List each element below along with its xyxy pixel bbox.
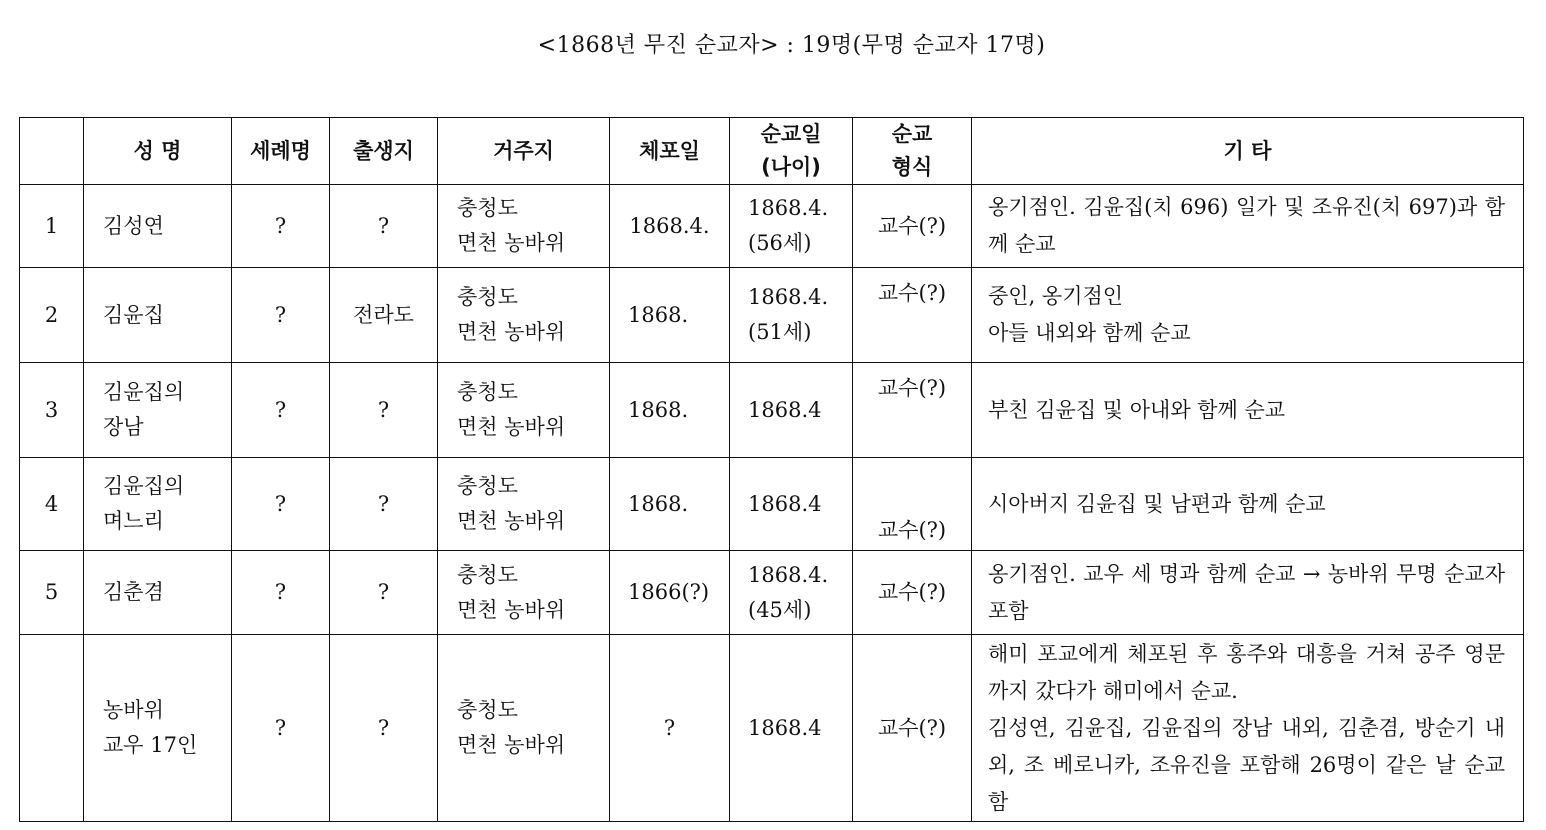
- header-notes: 기 타: [972, 118, 1524, 185]
- arrest-date: 1868.: [610, 458, 730, 551]
- baptismal-name: ?: [232, 458, 330, 551]
- row-number: 3: [20, 363, 84, 458]
- notes: 부친 김윤집 및 아내와 함께 순교: [972, 363, 1524, 458]
- martyr-name: 김춘겸: [84, 551, 232, 635]
- martyr-name: 김윤집의 장남: [84, 363, 232, 458]
- notes: 해미 포교에게 체포된 후 홍주와 대흥을 거쳐 공주 영문까지 갔다가 해미에서 순교. 김성연, 김윤집, 김윤집의 장남 내외, 김춘겸, 방순기 내외, 조 베로니카, 조유진을 포함해 26명이 같은 날 순교함: [972, 635, 1524, 822]
- table-row: [20, 551, 1524, 635]
- birthplace: ?: [330, 185, 438, 268]
- residence: 충청도 면천 농바위: [438, 268, 610, 363]
- row-number: [20, 635, 84, 822]
- birthplace: 전라도: [330, 268, 438, 363]
- birthplace: ?: [330, 458, 438, 551]
- page-title: <1868년 무진 순교자> : 19명(무명 순교자 17명): [537, 33, 1046, 58]
- martyrs-table: [19, 117, 1524, 822]
- martyr-name: 농바위 교우 17인: [84, 635, 232, 822]
- notes: 옹기점인. 김윤집(치 696) 일가 및 조유진(치 697)과 함께 순교: [972, 185, 1524, 268]
- arrest-date: 1868.: [610, 363, 730, 458]
- birthplace: ?: [330, 635, 438, 822]
- martyrdom-date: 1868.4. (51세): [730, 268, 853, 363]
- birthplace: ?: [330, 551, 438, 635]
- baptismal-name: ?: [232, 185, 330, 268]
- table-row: [20, 635, 1524, 822]
- baptismal-name: ?: [232, 268, 330, 363]
- birthplace: ?: [330, 363, 438, 458]
- baptismal-name: ?: [232, 551, 330, 635]
- residence: 충청도 면천 농바위: [438, 363, 610, 458]
- martyrdom-method: 교수(?): [853, 551, 972, 635]
- martyrdom-method: 교수(?): [853, 363, 972, 458]
- header-no: [20, 118, 84, 185]
- martyr-name: 김성연: [84, 185, 232, 268]
- martyrdom-date: 1868.4. (45세): [730, 551, 853, 635]
- header-martyrdom-method: 순교 형식: [853, 118, 972, 185]
- martyrdom-method: 교수(?): [853, 185, 972, 268]
- martyr-name: 김윤집의 며느리: [84, 458, 232, 551]
- arrest-date: 1866(?): [610, 551, 730, 635]
- baptismal-name: ?: [232, 635, 330, 822]
- row-number: 5: [20, 551, 84, 635]
- row-number: 2: [20, 268, 84, 363]
- header-arrest-date: 체포일: [610, 118, 730, 185]
- header-birthplace: 출생지: [330, 118, 438, 185]
- notes: 옹기점인. 교우 세 명과 함께 순교 → 농바위 무명 순교자 포함: [972, 551, 1524, 635]
- martyrdom-date: 1868.4: [730, 363, 853, 458]
- table-row: [20, 268, 1524, 363]
- header-row: [20, 118, 1524, 185]
- baptismal-name: ?: [232, 363, 330, 458]
- martyrdom-method: 교수(?): [853, 268, 972, 363]
- arrest-date: ?: [610, 635, 730, 822]
- residence: 충청도 면천 농바위: [438, 185, 610, 268]
- table-row: [20, 363, 1524, 458]
- arrest-date: 1868.: [610, 268, 730, 363]
- notes: 중인, 옹기점인 아들 내외와 함께 순교: [972, 268, 1524, 363]
- header-baptismal-name: 세례명: [232, 118, 330, 185]
- martyrdom-date: 1868.4: [730, 458, 853, 551]
- table-row: [20, 185, 1524, 268]
- residence: 충청도 면천 농바위: [438, 551, 610, 635]
- table-row: [20, 458, 1524, 551]
- martyrdom-method: 교수(?): [853, 458, 972, 551]
- row-number: 4: [20, 458, 84, 551]
- arrest-date: 1868.4.: [610, 185, 730, 268]
- header-martyrdom-date: 순교일 (나이): [730, 118, 853, 185]
- martyrdom-date: 1868.4: [730, 635, 853, 822]
- residence: 충청도 면천 농바위: [438, 635, 610, 822]
- header-name: 성 명: [84, 118, 232, 185]
- martyrdom-date: 1868.4. (56세): [730, 185, 853, 268]
- residence: 충청도 면천 농바위: [438, 458, 610, 551]
- martyr-name: 김윤집: [84, 268, 232, 363]
- row-number: 1: [20, 185, 84, 268]
- notes: 시아버지 김윤집 및 남편과 함께 순교: [972, 458, 1524, 551]
- header-residence: 거주지: [438, 118, 610, 185]
- martyrdom-method: 교수(?): [853, 635, 972, 822]
